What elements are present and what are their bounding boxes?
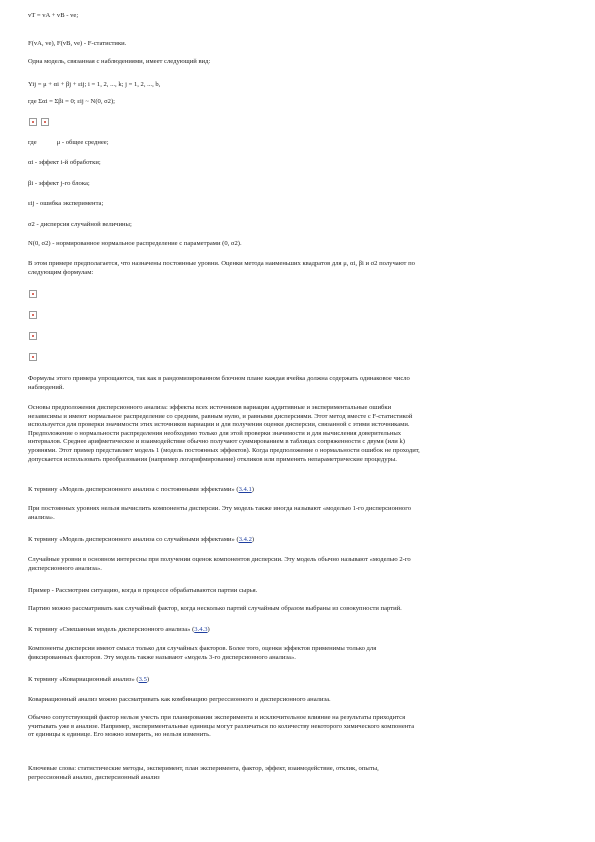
paragraph-least-squares: В этом примере предполагается, что назначены постоянные уровни. Оценки метода наименьших квадратов для μ, αi, βi и σ2 получают по следующим формулам: [28, 260, 415, 276]
legend-alpha: αi - эффект i-й обработки; [28, 159, 101, 166]
legend-sigma: σ2 - дисперсия случайной величины; [28, 221, 132, 228]
legend-epsilon: εij - ошибка эксперимента; [28, 200, 104, 207]
broken-image-icon [29, 332, 37, 340]
legend-mu: где μ - общее среднее; [28, 139, 109, 146]
reference-link-3-4-1[interactable]: 3.4.1 [238, 486, 252, 493]
term-mixed-model: К термину «Смешанная модель дисперсионного анализа» (3.4.3) [28, 626, 210, 633]
term-random-effects: К термину «Модель дисперсионного анализа со случайными эффектами» (3.4.2) [28, 536, 255, 543]
legend-beta: βi - эффект j-го блока; [28, 180, 90, 187]
paragraph-concomitant: Обычно сопутствующий фактор нельзя учесть при планировании эксперимента и исключительное влияние на результаты приходится учитывать уже в анализе. Например, экспериментальные единицы могут различаться по количеству некоторого химического компонента от единицы к единице. Его можно измерить, но нельзя изменить. [28, 714, 415, 739]
model-intro: Одна модель, связанная с наблюдениями, имеет следующий вид: [28, 58, 211, 65]
broken-image-icon [29, 290, 37, 298]
broken-image-icon [41, 118, 49, 126]
paragraph-assumptions: Основы предположения дисперсионного анализа: эффекты всех источников вариации аддитивные и экспериментальные ошибки независимы и имеют нормальное распределение со средним, равным нулю, и равными дисперсиями. Этот метод вместе с F-статистикой используется для проверки значимости этих источников вариации и для получения оценки дисперсии, связанной с этими источниками. Предположение о нормальности распределения необходимо только для этой проверки значимости и для вычисления доверительных интервалов. Среднее арифметическое и взаимодействие обычно получают суммированием в таблицах сопряженности с двумя (или k) уровнями. Этот пример представляет модель 1 (модель постоянных эффектов). Когда предположение о нормальности ошибок не проходит, допускается использовать преобразования (например логарифмирование) откликов или применять непараметрические процедуры. [28, 404, 420, 463]
reference-link-3-4-2[interactable]: 3.4.2 [238, 536, 252, 543]
paragraph-formulas-note: Формулы этого примера упрощаются, так как в рандомизированном блочном плане каждая ячейка должна содержать одинаковое число наблюдений. [28, 375, 410, 391]
paragraph-example: Пример - Рассмотрим ситуацию, когда в процессе обрабатываются партии сырья. [28, 587, 258, 594]
keywords: Ключевые слова: статистические методы, эксперимент, план эксперимента, фактор, эффект, взаимодействие, отклик, опыты, регрессионный анализ, дисперсионный анализ [28, 765, 379, 781]
paragraph-fixed-effects: При постоянных уровнях нельзя вычислить компоненты дисперсии. Эту модель также иногда называют «моделью 1-го дисперсионного анализа». [28, 505, 412, 521]
paragraph-mixed-model: Компоненты дисперсии имеют смысл только для случайных факторов. Более того, оценки эффектов применимы только для фиксированных факторов. Эту модель также называют «модель 3-го дисперсионного анализа». [28, 645, 377, 661]
paragraph-covariance: Ковариационный анализ можно рассматривать как комбинацию регрессионного и дисперсионного анализа. [28, 696, 331, 703]
model-constraints: где Σαi = Σβi = 0; εij ~ N(0, σ2); [28, 98, 115, 105]
paragraph-random-effects: Случайные уровни в основном интересны при получении оценок компонентов дисперсии. Эту модель обычно называют «моделью 2-го дисперсионного анализа». [28, 556, 411, 572]
term-fixed-effects: К термину «Модель дисперсионного анализа с постоянными эффектами» (3.4.1) [28, 486, 254, 493]
broken-image-icon [29, 311, 37, 319]
paragraph-batch: Партию можно рассматривать как случайный фактор, когда несколько партий случайным образом выбраны из совокупности партий. [28, 605, 402, 612]
reference-link-3-4-3[interactable]: 3.4.3 [194, 626, 208, 633]
model-equation: Yij = μ + αi + βj + εij; i = 1, 2, ..., k; j = 1, 2, ..., b, [28, 81, 161, 88]
reference-link-3-5[interactable]: 3.5 [138, 676, 147, 683]
broken-image-icon [29, 118, 37, 126]
broken-image-icon [29, 353, 37, 361]
formula-f-statistics: F(vA, ve), F(vB, ve) - F-статистики. [28, 40, 127, 47]
term-covariance: К термину «Ковариационный анализ» (3.5) [28, 676, 150, 683]
legend-normal: N(0, σ2) - нормированное нормальное распределение с параметрами (0, σ2). [28, 240, 242, 247]
formula-vt: vT = vA + vB - ve; [28, 12, 79, 19]
